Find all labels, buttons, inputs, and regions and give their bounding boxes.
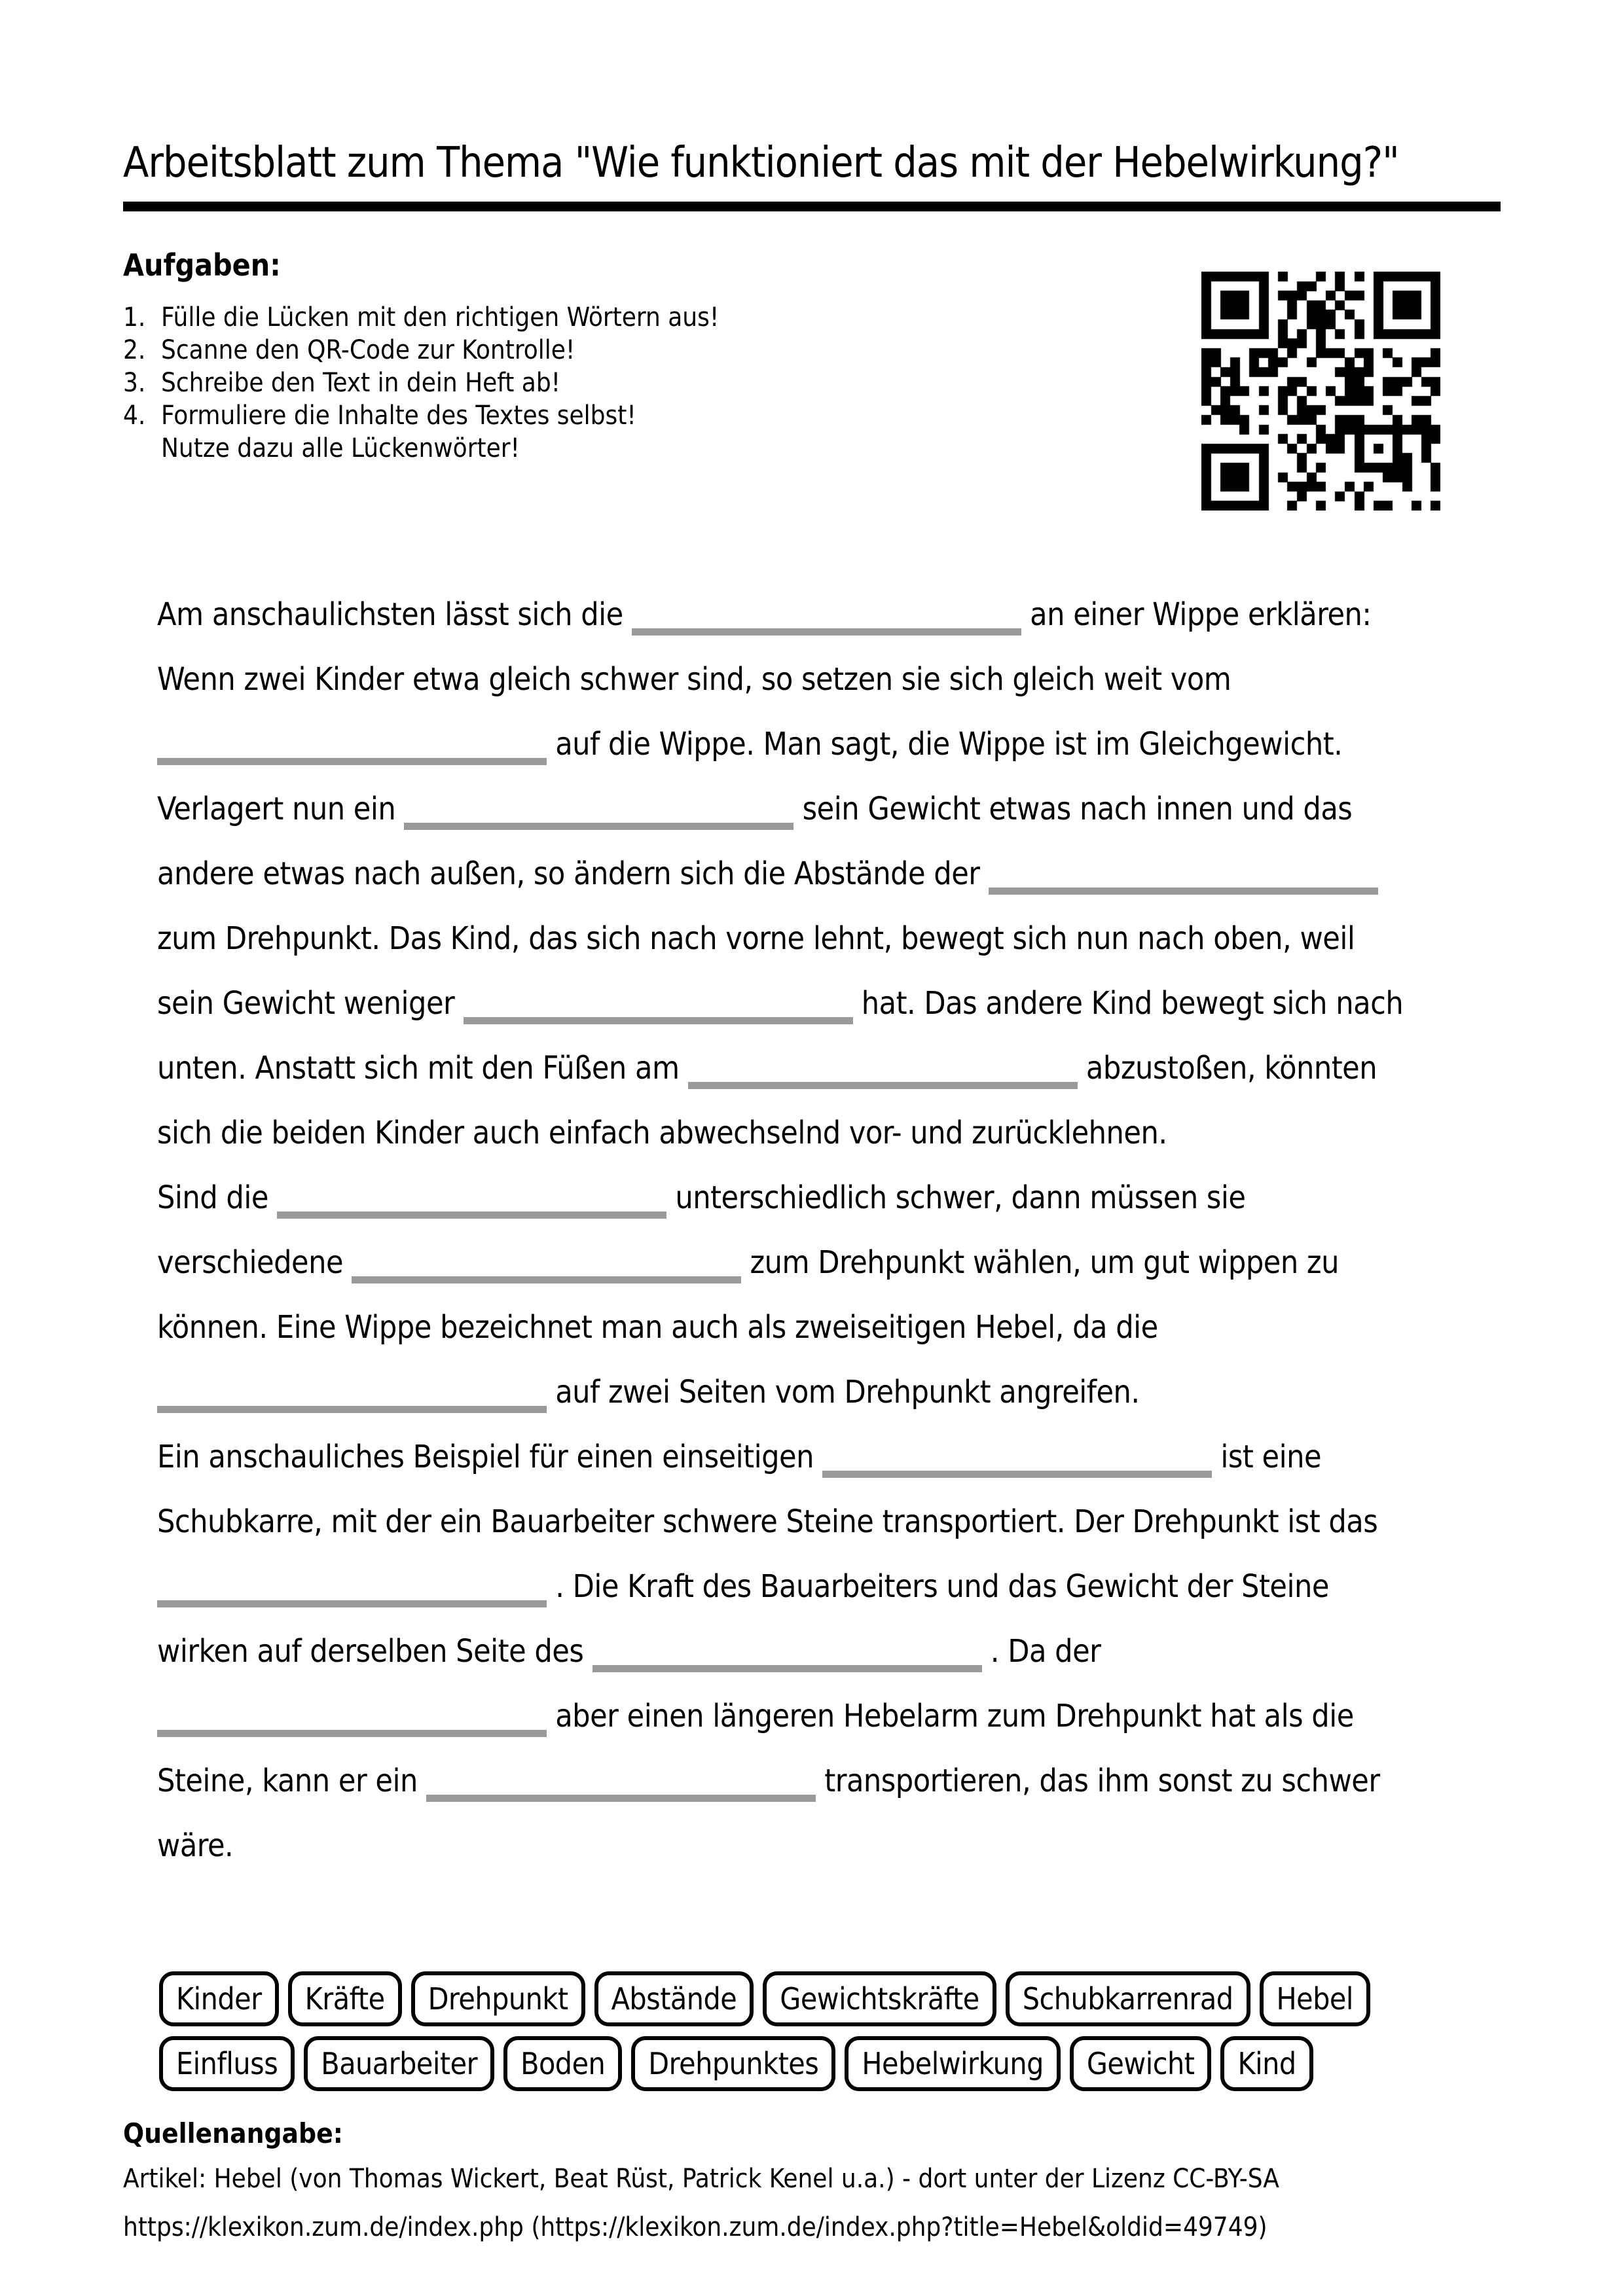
task-item [123, 367, 719, 399]
cloze-line [157, 1036, 1460, 1101]
cloze-segment: . Da der [981, 1633, 1101, 1670]
cloze-segment: auf die Wippe. Man sagt, die Wippe ist im Gleichgewicht. [547, 726, 1343, 762]
cloze-segment: sich die beiden Kinder auch einfach abwechselnd vor- und zurücklehnen. [157, 1115, 1167, 1151]
source-url-line: https://klexikon.zum.de/index.php (https://klexikon.zum.de/index.php?title=Hebel&oldid=49749) [123, 2212, 1267, 2242]
source-article-line: Artikel: Hebel (von Thomas Wickert, Beat Rüst, Patrick Kenel u.a.) - dort unter der Lizenz CC-BY-SA [123, 2164, 1279, 2194]
word-bank-item: Abstände [594, 1971, 754, 2026]
cloze-line [157, 1684, 1460, 1749]
cloze-line [157, 583, 1460, 647]
task-text: Scanne den QR-Code zur Kontrolle! [161, 335, 575, 365]
cloze-segment: Ein anschauliches Beispiel für einen einseitigen [157, 1439, 823, 1475]
word-bank-item: Gewicht [1070, 2036, 1212, 2091]
word-bank-item: Hebel [1260, 1971, 1370, 2026]
cloze-segment: aber einen längeren Hebelarm zum Drehpunkt hat als die [547, 1698, 1354, 1734]
cloze-segment: Am anschaulichsten lässt sich die [157, 596, 632, 633]
cloze-line [157, 1101, 1460, 1166]
blank-field [822, 1471, 1212, 1478]
blank-field [157, 1600, 547, 1607]
task-number: 1. [123, 302, 146, 332]
blank-field [426, 1795, 816, 1802]
word-bank-item: Kinder [159, 1971, 279, 2026]
source-section [123, 2113, 1504, 2251]
task-list [123, 301, 719, 465]
blank-field [632, 628, 1021, 636]
cloze-line [157, 971, 1460, 1036]
cloze-line [157, 842, 1460, 906]
cloze-segment: an einer Wippe erklären: [1021, 596, 1372, 633]
blank-field [688, 1082, 1078, 1089]
task-item [123, 301, 719, 334]
task-item [123, 334, 719, 367]
blank-field [277, 1211, 666, 1219]
cloze-line [157, 906, 1460, 971]
word-bank-row [159, 2036, 1468, 2091]
cloze-line [157, 1749, 1460, 1814]
task-text: Nutze dazu alle Lückenwörter! [161, 433, 520, 463]
task-text: Schreibe den Text in dein Heft ab! [161, 368, 561, 398]
cloze-segment: ist eine [1212, 1439, 1322, 1475]
cloze-segment: unterschiedlich schwer, dann müssen sie [666, 1179, 1246, 1216]
cloze-segment: zum Drehpunkt. Das Kind, das sich nach vorne lehnt, bewegt sich nun nach oben, weil [157, 920, 1355, 957]
cloze-segment: Schubkarre, mit der ein Bauarbeiter schwere Steine transportiert. Der Drehpunkt ist das [157, 1503, 1378, 1540]
cloze-segment: Wenn zwei Kinder etwa gleich schwer sind, so setzen sie sich gleich weit vom [157, 661, 1231, 698]
source-heading: Quellenangabe: [123, 2117, 343, 2149]
cloze-text [157, 583, 1460, 1878]
cloze-line [157, 712, 1460, 777]
blank-field [593, 1665, 982, 1672]
word-bank-item: Schubkarrenrad [1006, 1971, 1250, 2026]
word-bank [159, 1971, 1468, 2101]
task-number: 4. [123, 401, 146, 431]
task-item [123, 399, 719, 432]
blank-field [464, 1017, 853, 1024]
word-bank-item: Bauarbeiter [304, 2036, 494, 2091]
blank-field [989, 888, 1378, 895]
task-text: Fülle die Lücken mit den richtigen Wörtern aus! [161, 302, 720, 332]
cloze-line [157, 1230, 1460, 1295]
cloze-segment: wirken auf derselben Seite des [157, 1633, 593, 1670]
cloze-segment: unten. Anstatt sich mit den Füßen am [157, 1050, 688, 1086]
word-bank-item: Kind [1220, 2036, 1313, 2091]
cloze-segment: abzustoßen, könnten [1077, 1050, 1377, 1086]
blank-field [157, 1730, 547, 1737]
cloze-segment: transportieren, das ihm sonst zu schwer [816, 1763, 1380, 1799]
cloze-line [157, 1425, 1460, 1490]
cloze-line [157, 1490, 1460, 1554]
cloze-segment: Sind die [157, 1179, 278, 1216]
cloze-segment: sein Gewicht weniger [157, 985, 464, 1022]
word-bank-item: Gewichtskräfte [763, 1971, 996, 2026]
word-bank-item: Drehpunktes [631, 2036, 835, 2091]
task-number: 2. [123, 335, 146, 365]
task-text: Formuliere die Inhalte des Textes selbst! [161, 401, 636, 431]
blank-field [352, 1276, 741, 1283]
cloze-segment: auf zwei Seiten vom Drehpunkt angreifen. [547, 1374, 1140, 1410]
cloze-line [157, 1360, 1460, 1425]
cloze-line [157, 1295, 1460, 1360]
cloze-segment: . Die Kraft des Bauarbeiters und das Gewicht der Steine [547, 1568, 1329, 1605]
cloze-line [157, 1619, 1460, 1684]
cloze-segment: können. Eine Wippe bezeichnet man auch als zweiseitigen Hebel, da die [157, 1309, 1158, 1346]
cloze-segment: hat. Das andere Kind bewegt sich nach [852, 985, 1404, 1022]
cloze-segment: verschiedene [157, 1244, 352, 1281]
cloze-segment: andere etwas nach außen, so ändern sich die Abstände der [157, 855, 989, 892]
task-number: 3. [123, 368, 146, 398]
tasks-heading: Aufgaben: [123, 247, 281, 283]
blank-field [404, 823, 793, 830]
cloze-segment: zum Drehpunkt wählen, um gut wippen zu [741, 1244, 1339, 1281]
blank-field [157, 758, 547, 765]
word-bank-item: Drehpunkt [411, 1971, 585, 2026]
cloze-line [157, 647, 1460, 712]
cloze-line [157, 1814, 1460, 1878]
cloze-segment: sein Gewicht etwas nach innen und das [793, 791, 1353, 827]
tasks-section [123, 247, 719, 465]
word-bank-item: Kräfte [288, 1971, 402, 2026]
task-item [123, 432, 719, 465]
word-bank-row [159, 1971, 1468, 2026]
cloze-segment: wäre. [157, 1827, 234, 1864]
cloze-line [157, 1166, 1460, 1230]
word-bank-item: Hebelwirkung [845, 2036, 1061, 2091]
cloze-segment: Steine, kann er ein [157, 1763, 427, 1799]
word-bank-item: Einfluss [159, 2036, 295, 2091]
qr-code-image [1201, 272, 1440, 511]
cloze-line [157, 777, 1460, 842]
page-title: Arbeitsblatt zum Thema "Wie funktioniert das mit der Hebelwirkung?" [123, 139, 1501, 211]
cloze-segment: Verlagert nun ein [157, 791, 405, 827]
cloze-line [157, 1554, 1460, 1619]
word-bank-item: Boden [503, 2036, 622, 2091]
blank-field [157, 1406, 547, 1413]
